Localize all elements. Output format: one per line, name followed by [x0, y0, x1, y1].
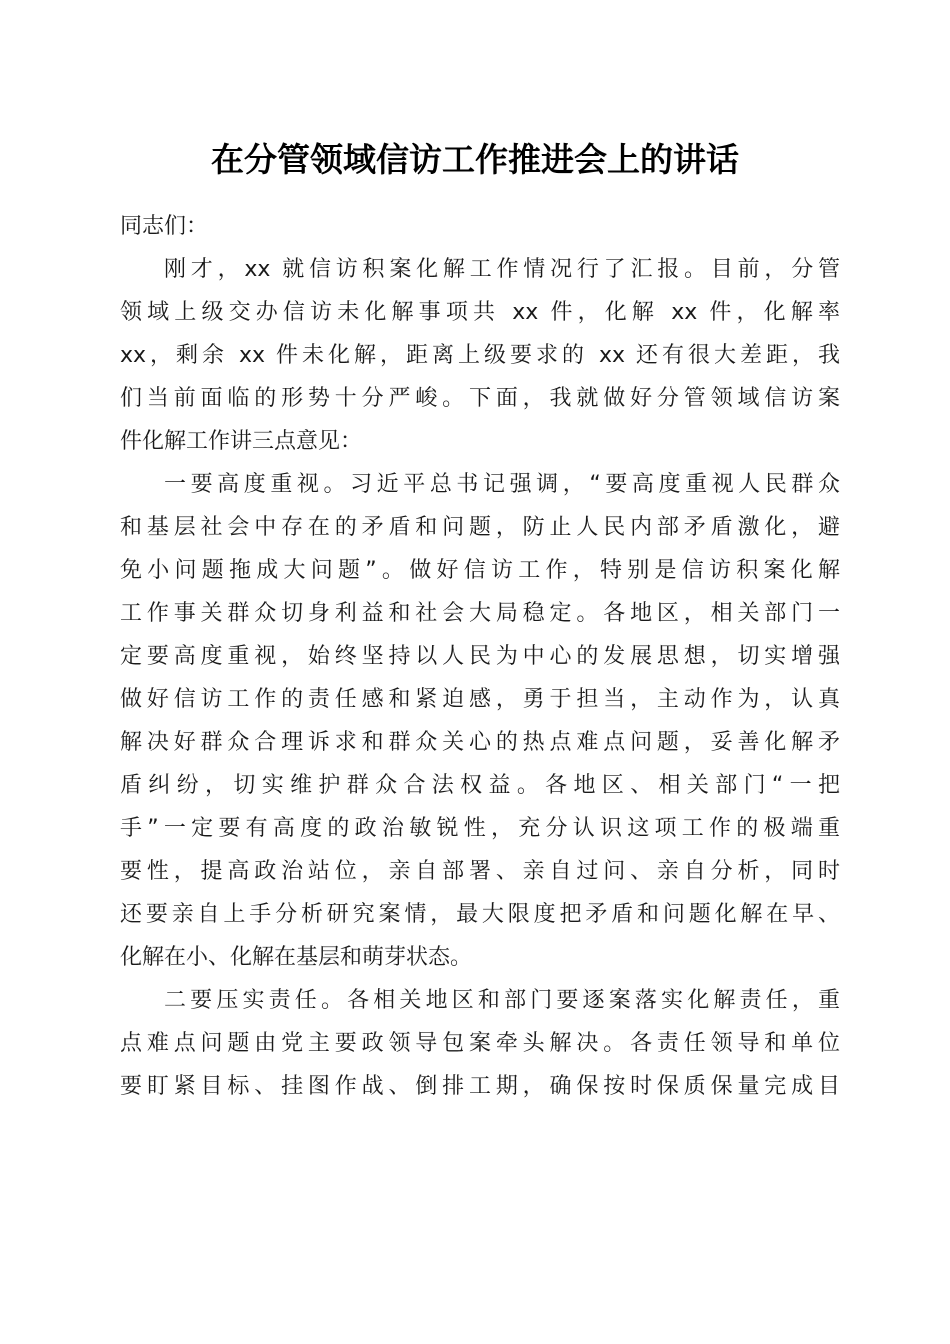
paragraph-line: 定要高度重视，始终坚持以人民为中心的发展思想，切实增强 — [120, 644, 840, 669]
paragraph-line: 工作事关群众切身利益和社会大局稳定。各地区，相关部门一 — [120, 601, 840, 626]
paragraph-line: 免小问题拖成大问题”。做好信访工作，特别是信访积案化解 — [120, 558, 840, 583]
paragraph-line: 一要高度重视。习近平总书记强调，“要高度重视人民群众 — [164, 472, 840, 497]
paragraph-line: 刚才，xx 就信访积案化解工作情况行了汇报。目前，分管 — [164, 257, 840, 282]
paragraph-line: 要性，提高政治站位，亲自部署、亲自过问、亲自分析，同时 — [120, 859, 840, 884]
paragraph-line: 和基层社会中存在的矛盾和问题，防止人民内部矛盾激化，避 — [120, 515, 840, 540]
paragraph-line: 化解在小、化解在基层和萌芽状态。 — [120, 945, 473, 970]
salutation: 同志们： — [120, 214, 209, 239]
paragraph-line: xx，剩余 xx 件未化解，距离上级要求的 xx 还有很大差距，我 — [120, 343, 840, 368]
paragraph-line: 盾纠纷，切实维护群众合法权益。各地区、相关部门“一把 — [120, 773, 840, 798]
paragraph-line: 要盯紧目标、挂图作战、倒排工期，确保按时保质保量完成目 — [120, 1074, 840, 1099]
paragraph-line: 件化解工作讲三点意见： — [120, 429, 363, 454]
paragraph-line: 手”一定要有高度的政治敏锐性，充分认识这项工作的极端重 — [120, 816, 840, 841]
paragraph-line: 解决好群众合理诉求和群众关心的热点难点问题，妥善化解矛 — [120, 730, 840, 755]
paragraph-line: 做好信访工作的责任感和紧迫感，勇于担当，主动作为，认真 — [120, 687, 840, 712]
paragraph-intro — [120, 248, 840, 463]
paragraph-line: 们当前面临的形势十分严峻。下面，我就做好分管领域信访案 — [120, 386, 840, 411]
paragraph-line: 还要亲自上手分析研究案情，最大限度把矛盾和问题化解在早、 — [120, 902, 840, 927]
document-body — [120, 205, 840, 1108]
paragraph-point-two — [120, 979, 840, 1108]
paragraph-point-one — [120, 463, 840, 979]
paragraph-line: 二要压实责任。各相关地区和部门要逐案落实化解责任，重 — [164, 988, 840, 1013]
paragraph-line: 点难点问题由党主要政领导包案牵头解决。各责任领导和单位 — [120, 1031, 840, 1056]
paragraph-line: 领域上级交办信访未化解事项共 xx 件，化解 xx 件，化解率 — [120, 300, 840, 325]
document-title: 在分管领域信访工作推进会上的讲话 — [211, 140, 739, 179]
